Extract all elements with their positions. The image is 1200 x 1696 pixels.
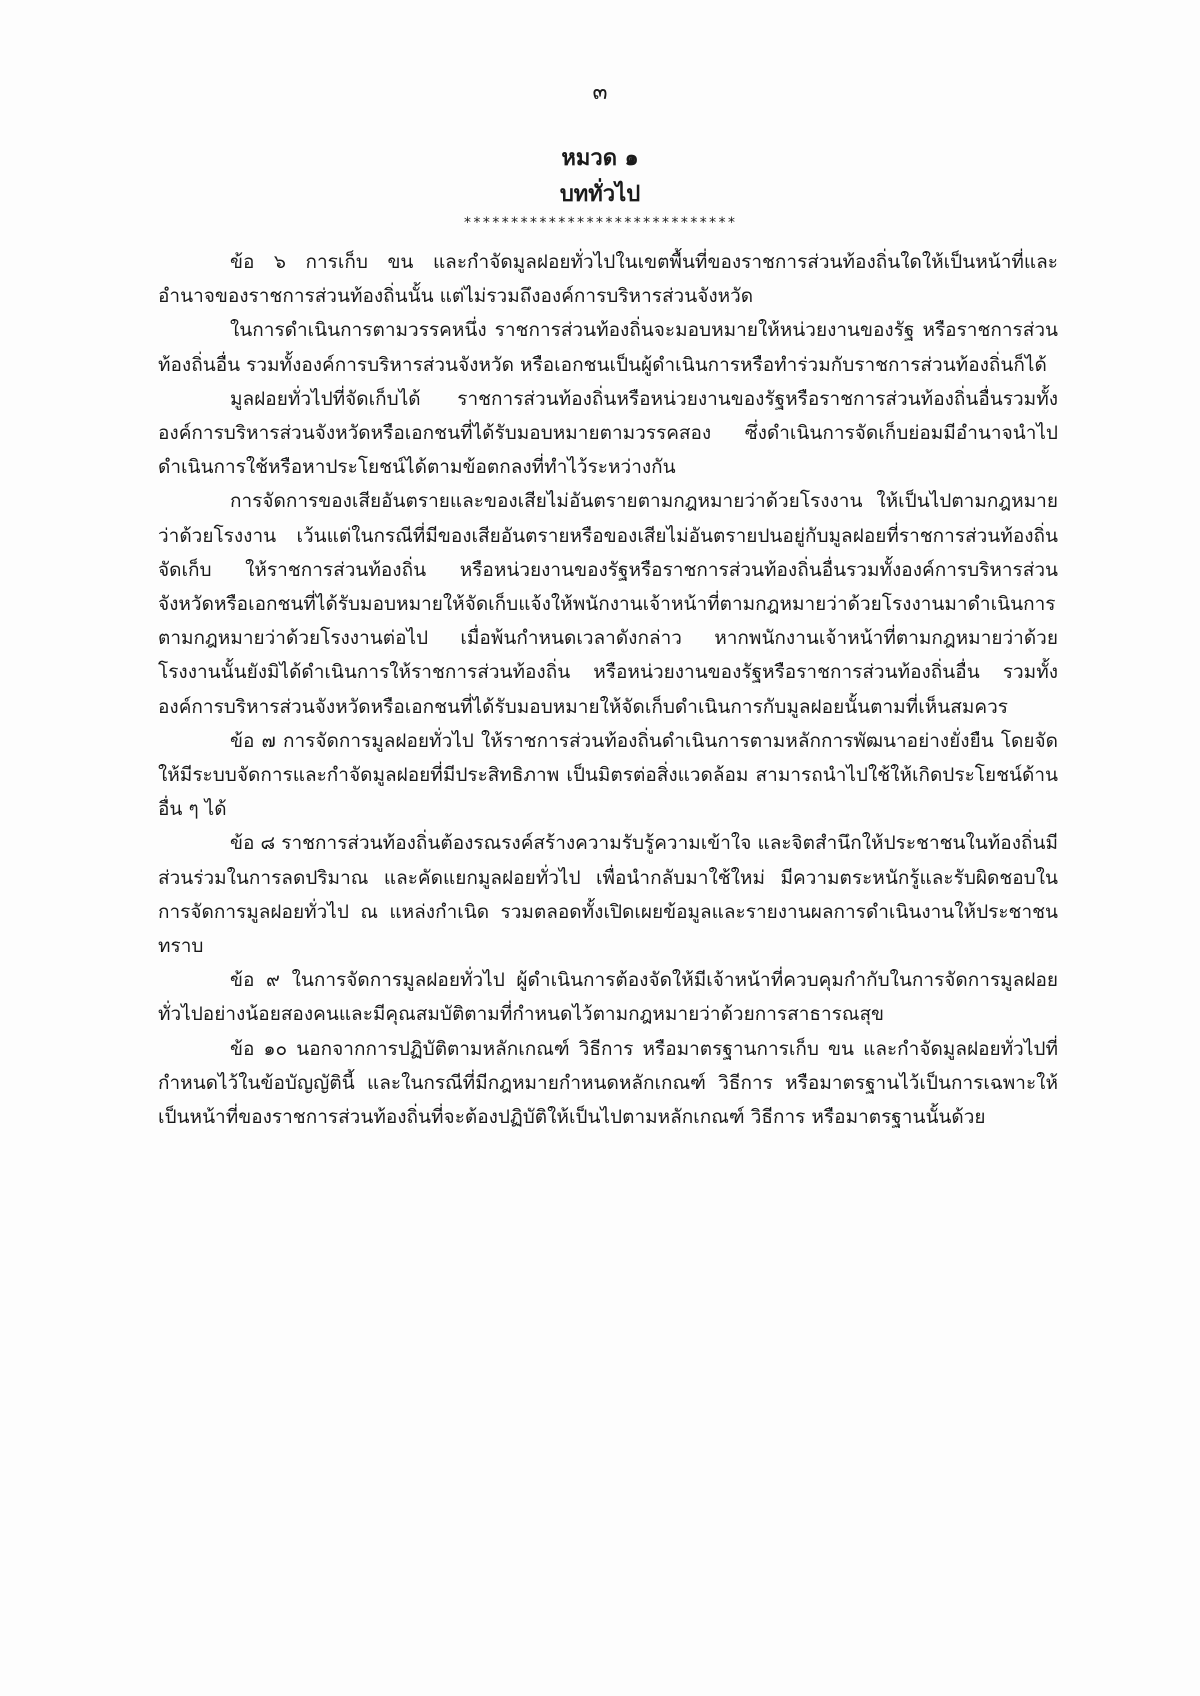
paragraph: ข้อ ๖ การเก็บ ขน และกำจัดมูลฝอยทั่วไปในเขตพื้นที่ของราชการส่วนท้องถิ่นใดให้เป็นหน้าที่และอำนาจของราชการส่วนท้องถิ่นนั้น แต่ไม่รวมถึงองค์การบริหารส่วนจังหวัด [158,251,1058,308]
paragraph: ข้อ ๙ ในการจัดการมูลฝอยทั่วไป ผู้ดำเนินการต้องจัดให้มีเจ้าหน้าที่ควบคุมกำกับในการจัดการมูลฝอยทั่วไปอย่างน้อยสองคนและมีคุณสมบัติตามที่กำหนดไว้ตามกฎหมายว่าด้วยการสาธารณสุข [158,969,1058,1026]
paragraph: มูลฝอยทั่วไปที่จัดเก็บได้ ราชการส่วนท้องถิ่นหรือหน่วยงานของรัฐหรือราชการส่วนท้องถิ่นอื่นรวมทั้งองค์การบริหารส่วนจังหวัดหรือเอกชนที่ได้รับมอบหมายตามวรรคสอง ซึ่งดำเนินการจัดเก็บย่อมมีอำนาจนำไปดำเนินการใช้หรือหาประโยชน์ได้ตามข้อตกลงที่ทำไว้ระหว่างกัน [158,387,1058,479]
paragraph: ในการดำเนินการตามวรรคหนึ่ง ราชการส่วนท้องถิ่นจะมอบหมายให้หน่วยงานของรัฐ หรือราชการส่วนท้องถิ่นอื่น รวมทั้งองค์การบริหารส่วนจังหวัด หรือเอกชนเป็นผู้ดำเนินการหรือทำร่วมกับราชการส่วนท้องถิ่นก็ได้ [158,319,1058,376]
chapter-heading [0,140,1200,212]
separator-line: ***************************** [463,215,737,231]
paragraph: ข้อ ๗ การจัดการมูลฝอยทั่วไป ให้ราชการส่วนท้องถิ่นดำเนินการตามหลักการพัฒนาอย่างยั่งยืน โดยจัดให้มีระบบจัดการและกำจัดมูลฝอยที่มีประสิทธิภาพ เป็นมิตรต่อสิ่งแวดล้อม สามารถนำไปใช้ให้เกิดประโยชน์ด้านอื่น ๆ ได้ [158,729,1058,821]
page-number: ๓ [592,80,608,105]
chapter-title: บททั่วไป [559,181,641,207]
paragraph: การจัดการของเสียอันตรายและของเสียไม่อันตรายตามกฎหมายว่าด้วยโรงงาน ให้เป็นไปตามกฎหมายว่าด้วยโรงงาน เว้นแต่ในกรณีที่มีของเสียอันตรายหรือของเสียไม่อันตรายปนอยู่กับมูลฝอยที่ราชการส่วนท้องถิ่นจัดเก็บ ให้ราชการส่วนท้องถิ่น หรือหน่วยงานของรัฐหรือราชการส่วนท้องถิ่นอื่นรวมทั้งองค์การบริหารส่วนจังหวัดหรือเอกชนที่ได้รับมอบหมายให้จัดเก็บแจ้งให้พนักงานเจ้าหน้าที่ตามกฎหมายว่าด้วยโรงงานมาดำเนินการตามกฎหมายว่าด้วยโรงงานต่อไป เมื่อพ้นกำหนดเวลาดังกล่าว หากพนักงานเจ้าหน้าที่ตามกฎหมายว่าด้วยโรงงานนั้นยังมิได้ดำเนินการให้ราชการส่วนท้องถิ่น หรือหน่วยงานของรัฐหรือราชการส่วนท้องถิ่นอื่น รวมทั้งองค์การบริหารส่วนจังหวัดหรือเอกชนที่ได้รับมอบหมายให้จัดเก็บดำเนินการกับมูลฝอยนั้นตามที่เห็นสมควร [158,490,1058,718]
paragraph: ข้อ ๘ ราชการส่วนท้องถิ่นต้องรณรงค์สร้างความรับรู้ความเข้าใจ และจิตสำนึกให้ประชาชนในท้องถิ่นมีส่วนร่วมในการลดปริมาณ และคัดแยกมูลฝอยทั่วไป เพื่อนำกลับมาใช้ใหม่ มีความตระหนักรู้และรับผิดชอบในการจัดการมูลฝอยทั่วไป ณ แหล่งกำเนิด รวมตลอดทั้งเปิดเผยข้อมูลและรายงานผลการดำเนินงานให้ประชาชนทราบ [158,832,1058,958]
chapter-number: หมวด ๑ [561,145,639,171]
paragraph: ข้อ ๑๐ นอกจากการปฏิบัติตามหลักเกณฑ์ วิธีการ หรือมาตรฐานการเก็บ ขน และกำจัดมูลฝอยทั่วไปที่กำหนดไว้ในข้อบัญญัตินี้ และในกรณีที่มีกฎหมายกำหนดหลักเกณฑ์ วิธีการ หรือมาตรฐานไว้เป็นการเฉพาะให้เป็นหน้าที่ของราชการส่วนท้องถิ่นที่จะต้องปฏิบัติให้เป็นไปตามหลักเกณฑ์ วิธีการ หรือมาตรฐานนั้นด้วย [158,1037,1058,1129]
document-body [158,245,1058,1134]
